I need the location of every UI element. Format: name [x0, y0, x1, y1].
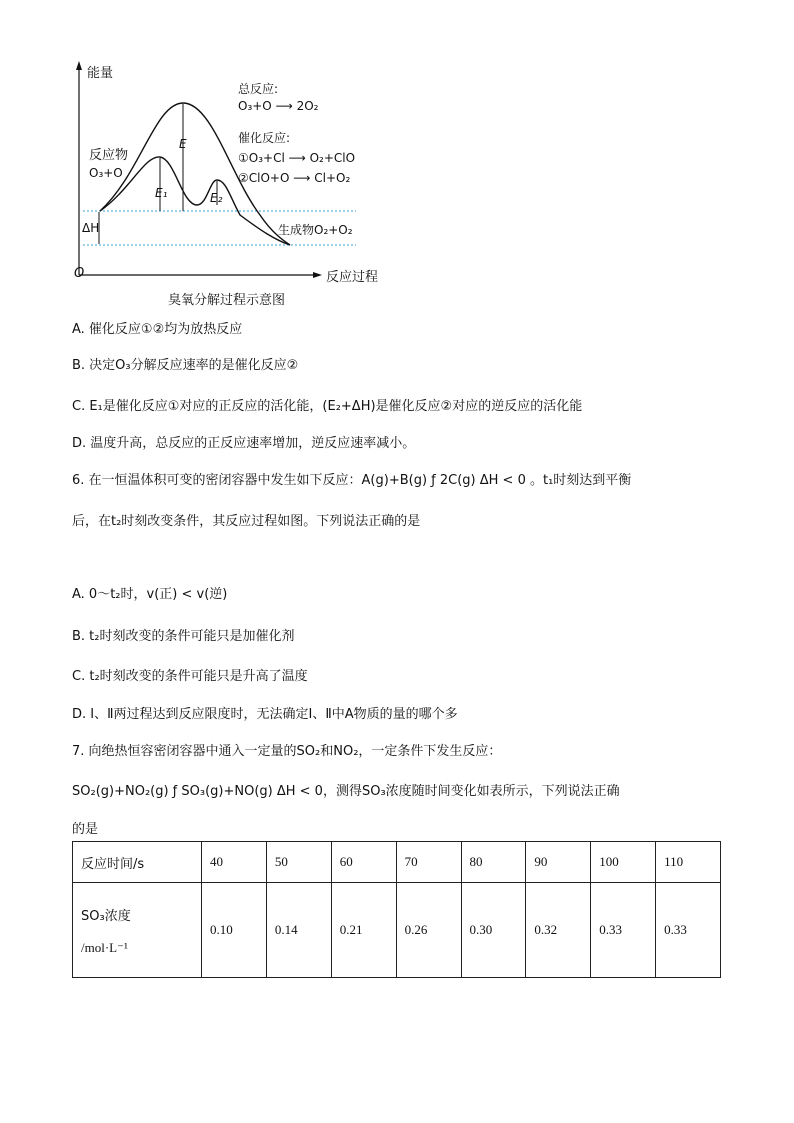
table-row-time: [73, 842, 721, 883]
e2-label: E₂: [210, 191, 223, 205]
q5-option-c: C. E₁是催化反应①对应的正反应的活化能，(E₂+ΔH)是催化反应②对应的逆反应的活化能: [72, 399, 583, 414]
y-axis-arrow: [76, 61, 82, 70]
concentration-cell: 0.14: [266, 883, 331, 978]
y-axis-label: 能量: [87, 66, 114, 81]
q7-stem-line-2: SO₂(g)+NO₂(g) ƒ SO₃(g)+NO(g) ΔH < 0，测得SO₃浓度随时间变化如表所示，下列说法正确: [72, 784, 620, 799]
time-cell: 110: [656, 842, 721, 883]
q6-option-d: D. Ⅰ、Ⅱ两过程达到反应限度时，无法确定Ⅰ、Ⅱ中A物质的量的哪个多: [72, 707, 458, 722]
q6-stem-line-2: 后，在t₂时刻改变条件，其反应过程如图。下列说法正确的是: [72, 514, 421, 529]
q7-stem-line-1: 7. 向绝热恒容密闭容器中通入一定量的SO₂和NO₂，一定条件下发生反应：: [72, 744, 502, 759]
x-axis-arrow: [313, 272, 322, 278]
q6-option-c: C. t₂时刻改变的条件可能只是升高了温度: [72, 669, 308, 684]
catalytic-reaction-title: 催化反应:: [238, 131, 291, 145]
x-axis-label: 反应过程: [326, 270, 379, 285]
total-reaction-title: 总反应:: [238, 82, 279, 96]
time-cell: 100: [591, 842, 656, 883]
concentration-header-line-2: /mol·L⁻¹: [81, 939, 128, 955]
e1-label: E₁: [155, 186, 168, 200]
product-label: 生成物O₂+O₂: [278, 223, 353, 237]
e-label: E: [179, 137, 187, 151]
energy-diagram-svg: [60, 55, 400, 290]
total-reaction-equation: O₃+O ⟶ 2O₂: [238, 99, 319, 113]
catalytic-equation-2: ②ClO+O ⟶ Cl+O₂: [238, 171, 351, 185]
dh-label: ΔH: [82, 221, 100, 235]
table-row-concentration: [73, 883, 721, 978]
time-cell: 40: [202, 842, 267, 883]
q5-option-d: D. 温度升高，总反应的正反应速率增加，逆反应速率减小。: [72, 436, 416, 451]
time-cell: 90: [526, 842, 591, 883]
concentration-header: [73, 883, 202, 978]
q6-stem-line-1: 6. 在一恒温体积可变的密闭容器中发生如下反应：A(g)+B(g) ƒ 2C(g) ΔH < 0 。t₁时刻达到平衡: [72, 473, 632, 488]
reactant-label: 反应物: [89, 148, 129, 163]
time-header: 反应时间/s: [73, 842, 202, 883]
time-cell: 50: [266, 842, 331, 883]
figure-caption: 臭氧分解过程示意图: [168, 293, 286, 308]
so3-concentration-table: [72, 841, 721, 978]
time-cell: 70: [396, 842, 461, 883]
time-cell: 80: [461, 842, 526, 883]
concentration-header-line-1: SO₃浓度: [81, 908, 131, 924]
energy-diagram: [60, 55, 400, 310]
concentration-cell: 0.10: [202, 883, 267, 978]
concentration-cell: 0.32: [526, 883, 591, 978]
q5-option-a: A. 催化反应①②均为放热反应: [72, 322, 243, 337]
q7-stem-line-3: 的是: [72, 822, 99, 837]
concentration-cell: 0.33: [656, 883, 721, 978]
concentration-cell: 0.30: [461, 883, 526, 978]
concentration-cell: 0.33: [591, 883, 656, 978]
origin-label: O: [74, 266, 85, 281]
q6-option-a: A. 0～t₂时，v(正) < v(逆): [72, 587, 228, 602]
q5-option-b: B. 决定O₃分解反应速率的是催化反应②: [72, 358, 299, 373]
q6-option-b: B. t₂时刻改变的条件可能只是加催化剂: [72, 629, 295, 644]
catalytic-equation-1: ①O₃+Cl ⟶ O₂+ClO: [238, 151, 356, 165]
time-cell: 60: [331, 842, 396, 883]
concentration-cell: 0.21: [331, 883, 396, 978]
concentration-cell: 0.26: [396, 883, 461, 978]
reactant-formula: O₃+O: [89, 166, 123, 180]
